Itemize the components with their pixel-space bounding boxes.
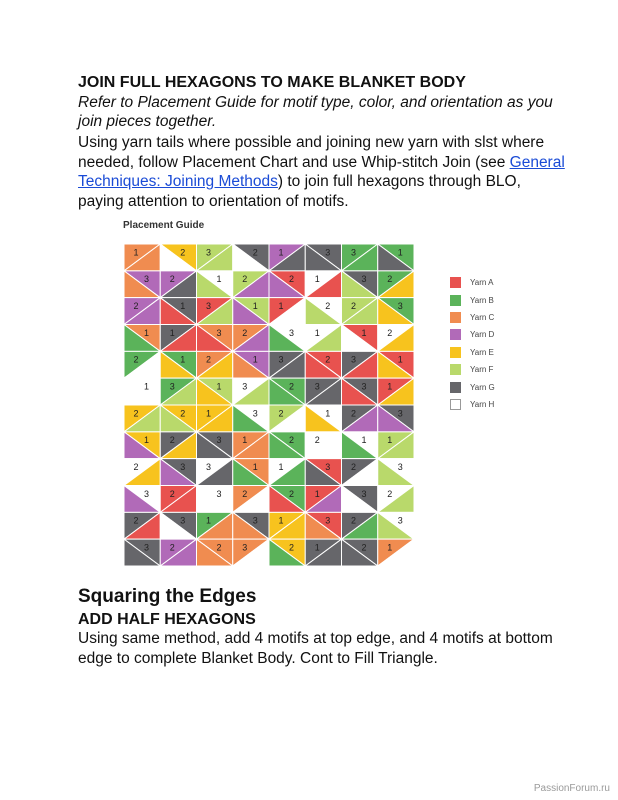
motif-orientation-number: 3: [216, 435, 222, 446]
motif-orientation-number: 1: [278, 247, 284, 258]
legend-item: [450, 326, 495, 343]
motif-orientation-number: 1: [216, 274, 222, 285]
motif-orientation-number: 3: [325, 247, 331, 258]
motif-orientation-number: 2: [288, 381, 294, 392]
motif-orientation-number: 3: [350, 247, 356, 258]
motif-orientation-number: 2: [350, 515, 356, 526]
motif-orientation-number: 1: [133, 247, 139, 258]
motif-orientation-number: 2: [350, 461, 356, 472]
motif-orientation-number: 1: [361, 327, 367, 338]
squaring-edges-title: Squaring the Edges: [78, 586, 257, 607]
motif-orientation-number: 2: [387, 274, 393, 285]
motif-orientation-number: 3: [288, 327, 294, 338]
motif-orientation-number: 1: [242, 435, 248, 446]
motif-orientation-number: 2: [242, 274, 248, 285]
motif-orientation-number: 1: [397, 247, 403, 258]
legend-label: Yarn C: [470, 312, 495, 322]
legend-item: [450, 309, 495, 326]
legend-item: [450, 291, 495, 308]
legend-item: [450, 274, 495, 291]
motif-orientation-number: 3: [397, 461, 403, 472]
motif-orientation-number: 2: [350, 408, 356, 419]
legend-swatch: [450, 382, 461, 393]
motif-orientation-number: 3: [242, 542, 248, 553]
motif-orientation-number: 1: [169, 327, 175, 338]
motif-orientation-number: 3: [361, 488, 367, 499]
motif-orientation-number: 1: [314, 327, 320, 338]
legend-item: [450, 378, 495, 395]
motif-orientation-number: 3: [143, 488, 149, 499]
motif-orientation-number: 1: [180, 300, 186, 311]
watermark: PassionForum.ru: [533, 783, 610, 794]
motif-orientation-number: 2: [387, 488, 393, 499]
motif-orientation-number: 1: [143, 381, 149, 392]
motif-orientation-number: 2: [205, 354, 211, 365]
motif-orientation-number: 2: [350, 300, 356, 311]
legend-label: Yarn A: [470, 278, 494, 288]
instructions-text-end: ) to join full hexagons through BLO, paying attention to orientation of motifs.: [78, 173, 521, 210]
legend-item: [450, 361, 495, 378]
motif-orientation-number: 3: [252, 515, 258, 526]
motif-orientation-number: 3: [397, 300, 403, 311]
half-hexagons-subtitle: ADD HALF HEXAGONS: [78, 611, 256, 628]
legend-label: Yarn B: [470, 295, 494, 305]
legend-swatch: [450, 364, 461, 375]
motif-orientation-number: 3: [350, 354, 356, 365]
motif-orientation-number: 2: [216, 542, 222, 553]
motif-orientation-number: 2: [242, 488, 248, 499]
motif-orientation-number: 1: [252, 461, 258, 472]
motif-orientation-number: 1: [361, 435, 367, 446]
motif-orientation-number: 2: [387, 327, 393, 338]
motif-orientation-number: 3: [361, 381, 367, 392]
motif-orientation-number: 3: [143, 542, 149, 553]
motif-orientation-number: 2: [361, 542, 367, 553]
motif-orientation-number: 2: [133, 408, 139, 419]
motif-orientation-number: 3: [205, 461, 211, 472]
motif-orientation-number: 3: [361, 274, 367, 285]
joining-methods-link[interactable]: General Techniques: Joining Methods: [78, 153, 565, 190]
half-hexagons-paragraph: Using same method, add 4 motifs at top edge, and 4 motifs at bottom edge to complete Blanket Body. Cont to Fill Triangle.: [78, 630, 553, 667]
legend-swatch: [450, 295, 461, 306]
motif-orientation-number: 2: [314, 435, 320, 446]
placement-note: Refer to Placement Guide for motif type, color, and orientation as you join pieces together.: [78, 94, 553, 130]
legend-label: Yarn H: [470, 399, 495, 409]
motif-orientation-number: 1: [314, 274, 320, 285]
motif-orientation-number: 2: [288, 488, 294, 499]
motif-orientation-number: 2: [133, 300, 139, 311]
motif-orientation-number: 1: [278, 515, 284, 526]
motif-orientation-number: 1: [252, 354, 258, 365]
motif-orientation-number: 1: [314, 488, 320, 499]
motif-orientation-number: 2: [169, 488, 175, 499]
motif-orientation-number: 2: [180, 408, 186, 419]
motif-orientation-number: 2: [242, 327, 248, 338]
motif-orientation-number: 3: [205, 300, 211, 311]
placement-guide-chart: [124, 244, 414, 566]
motif-orientation-number: 3: [216, 488, 222, 499]
instructions-text-start: Using yarn tails where possible and joining new yarn with slst where needed, follow Placement Chart and use Whip-stitch Join (see: [78, 134, 545, 171]
motif-orientation-number: 2: [278, 408, 284, 419]
motif-orientation-number: 1: [180, 354, 186, 365]
legend-swatch: [450, 277, 461, 288]
legend-item: [450, 344, 495, 361]
motif-orientation-number: 1: [387, 381, 393, 392]
motif-orientation-number: 3: [278, 354, 284, 365]
motif-orientation-number: 2: [133, 461, 139, 472]
motif-orientation-number: 3: [180, 515, 186, 526]
section-heading: JOIN FULL HEXAGONS TO MAKE BLANKET BODY: [78, 74, 466, 91]
legend-swatch: [450, 329, 461, 340]
motif-orientation-number: 2: [325, 300, 331, 311]
motif-orientation-number: 3: [314, 381, 320, 392]
legend-label: Yarn D: [470, 330, 495, 340]
motif-orientation-number: 2: [288, 435, 294, 446]
motif-orientation-number: 3: [180, 461, 186, 472]
motif-orientation-number: 1: [397, 354, 403, 365]
motif-orientation-number: 3: [169, 381, 175, 392]
motif-orientation-number: 2: [169, 274, 175, 285]
motif-orientation-number: 2: [180, 247, 186, 258]
motif-orientation-number: 3: [397, 515, 403, 526]
legend-label: Yarn F: [470, 365, 494, 375]
motif-orientation-number: 1: [143, 435, 149, 446]
motif-orientation-number: 3: [325, 461, 331, 472]
motif-orientation-number: 1: [205, 408, 211, 419]
motif-orientation-number: 3: [205, 247, 211, 258]
motif-orientation-number: 2: [169, 435, 175, 446]
motif-orientation-number: 1: [314, 542, 320, 553]
motif-orientation-number: 1: [278, 300, 284, 311]
yarn-legend: [450, 274, 495, 413]
motif-orientation-number: 2: [252, 247, 258, 258]
legend-swatch: [450, 399, 461, 410]
motif-orientation-number: 3: [397, 408, 403, 419]
motif-orientation-number: 1: [252, 300, 258, 311]
motif-orientation-number: 1: [216, 381, 222, 392]
motif-orientation-number: 3: [242, 381, 248, 392]
motif-orientation-number: 2: [325, 354, 331, 365]
motif-orientation-number: 1: [205, 515, 211, 526]
placement-guide-title: Placement Guide: [123, 220, 205, 231]
legend-label: Yarn G: [470, 382, 495, 392]
motif-orientation-number: 3: [325, 515, 331, 526]
motif-orientation-number: 2: [133, 515, 139, 526]
motif-orientation-number: 1: [387, 542, 393, 553]
motif-orientation-number: 1: [278, 461, 284, 472]
motif-orientation-number: 2: [288, 542, 294, 553]
motif-orientation-number: 3: [216, 327, 222, 338]
motif-orientation-number: 1: [387, 435, 393, 446]
motif-orientation-number: 2: [288, 274, 294, 285]
legend-label: Yarn E: [470, 347, 494, 357]
motif-orientation-number: 2: [169, 542, 175, 553]
instructions-paragraph: [78, 133, 568, 211]
motif-orientation-number: 3: [143, 274, 149, 285]
motif-orientation-number: 1: [143, 327, 149, 338]
legend-swatch: [450, 347, 461, 358]
legend-item: [450, 396, 495, 413]
motif-orientation-number: 3: [252, 408, 258, 419]
motif-orientation-number: 2: [133, 354, 139, 365]
legend-swatch: [450, 312, 461, 323]
motif-orientation-number: 1: [325, 408, 331, 419]
